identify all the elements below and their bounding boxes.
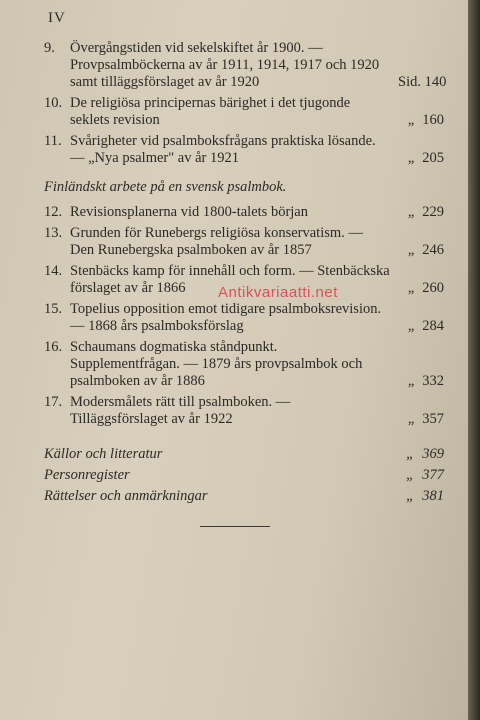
entry-number: 12. bbox=[44, 204, 63, 220]
entry-title: Rättelser och anmärkningar bbox=[44, 488, 208, 504]
toc-entry-12 bbox=[44, 204, 444, 221]
entry-number: 15. bbox=[44, 301, 63, 317]
entry-page bbox=[390, 150, 444, 167]
entry-title: De religiösa principernas bärighet i det tjugonde seklets revision bbox=[70, 95, 351, 128]
page-edge-shadow bbox=[468, 0, 480, 720]
entry-title: Svårigheter vid psalmboksfrågans praktiska lösande. — „Nya psalmer" av år 1921 bbox=[70, 133, 376, 166]
entry-title: Grunden för Runebergs religiösa konservatism. — Den Runebergska psalmboken av år 1857 bbox=[70, 225, 363, 258]
ditto-mark: „ bbox=[407, 318, 415, 334]
entry-number: 9. bbox=[44, 40, 55, 56]
closing-rule bbox=[200, 526, 270, 527]
entry-title: Modersmålets rätt till psalmboken. — Tilläggsförslaget av år 1922 bbox=[70, 394, 291, 427]
entry-number: 11. bbox=[44, 133, 62, 149]
page-value: 369 bbox=[422, 446, 444, 462]
page-value: 260 bbox=[422, 280, 444, 296]
entry-title: Övergångstiden vid sekelskiftet år 1900. — Provpsalmböckerna av år 1911, 1914, 1917 och 1920 samt tilläggsförslaget av år 1920 bbox=[70, 40, 380, 90]
entry-number: 14. bbox=[44, 263, 63, 279]
ditto-mark: „ bbox=[407, 280, 415, 296]
entry-page bbox=[390, 446, 444, 463]
ditto-mark: „ bbox=[406, 488, 415, 504]
entry-title: Revisionsplanerna vid 1800-talets början bbox=[70, 204, 308, 220]
entry-page bbox=[390, 280, 444, 297]
page-value: 246 bbox=[422, 242, 444, 258]
entry-page bbox=[390, 488, 444, 505]
toc-entry-15 bbox=[44, 301, 444, 335]
ditto-mark: „ bbox=[407, 411, 415, 427]
entry-page bbox=[390, 74, 447, 91]
toc-appendix-sources bbox=[44, 446, 444, 463]
entry-page bbox=[390, 204, 444, 221]
toc-appendix-errata bbox=[44, 488, 444, 505]
page-value: 160 bbox=[422, 112, 444, 128]
page-value: 229 bbox=[422, 204, 444, 220]
entry-page bbox=[390, 411, 444, 428]
toc-entry-16 bbox=[44, 339, 444, 390]
ditto-mark: „ bbox=[407, 373, 415, 389]
section-heading: Finländskt arbete på en svensk psalmbok. bbox=[44, 179, 287, 195]
entry-title: Schaumans dogmatiska ståndpunkt. Supplementfrågan. — 1879 års provpsalmbok och psalmboken av år 1886 bbox=[70, 339, 363, 389]
entry-number: 13. bbox=[44, 225, 63, 241]
watermark-text: Antikvariaatti.net bbox=[218, 284, 338, 301]
page-value: 377 bbox=[422, 467, 444, 483]
toc-entry-17 bbox=[44, 394, 444, 428]
ditto-mark: „ bbox=[406, 467, 415, 483]
toc-entry-13 bbox=[44, 225, 444, 259]
entry-page bbox=[390, 242, 444, 259]
entry-number: 16. bbox=[44, 339, 63, 355]
page-value: 284 bbox=[422, 318, 444, 334]
toc-entry-9 bbox=[44, 40, 447, 91]
entry-number: 17. bbox=[44, 394, 63, 410]
entry-page bbox=[390, 467, 444, 484]
toc-appendix-index bbox=[44, 467, 444, 484]
entry-number: 10. bbox=[44, 95, 63, 111]
page-value: 332 bbox=[422, 373, 444, 389]
ditto-mark: „ bbox=[407, 112, 415, 128]
ditto-mark: „ bbox=[407, 204, 415, 220]
entry-title: Stenbäcks kamp för innehåll och form. — Stenbäckska förslaget av år 1866 bbox=[70, 263, 390, 296]
page-value: 357 bbox=[422, 411, 444, 427]
page-value: 381 bbox=[422, 488, 444, 504]
entry-title: Topelius opposition emot tidigare psalmboksrevision. — 1868 års psalmboksförslag bbox=[70, 301, 382, 334]
entry-page bbox=[390, 373, 444, 390]
table-of-contents bbox=[44, 40, 447, 509]
entry-page bbox=[390, 318, 444, 335]
page-number: IV bbox=[48, 10, 66, 26]
entry-title: Personregister bbox=[44, 467, 130, 483]
toc-entry-10 bbox=[44, 95, 444, 129]
entry-page bbox=[390, 112, 444, 129]
entry-title: Källor och litteratur bbox=[44, 446, 163, 462]
page-value: 205 bbox=[422, 150, 444, 166]
page-value: Sid. 140 bbox=[398, 74, 447, 90]
ditto-mark: „ bbox=[407, 150, 415, 166]
ditto-mark: „ bbox=[406, 446, 415, 462]
ditto-mark: „ bbox=[407, 242, 415, 258]
toc-entry-11 bbox=[44, 133, 444, 167]
